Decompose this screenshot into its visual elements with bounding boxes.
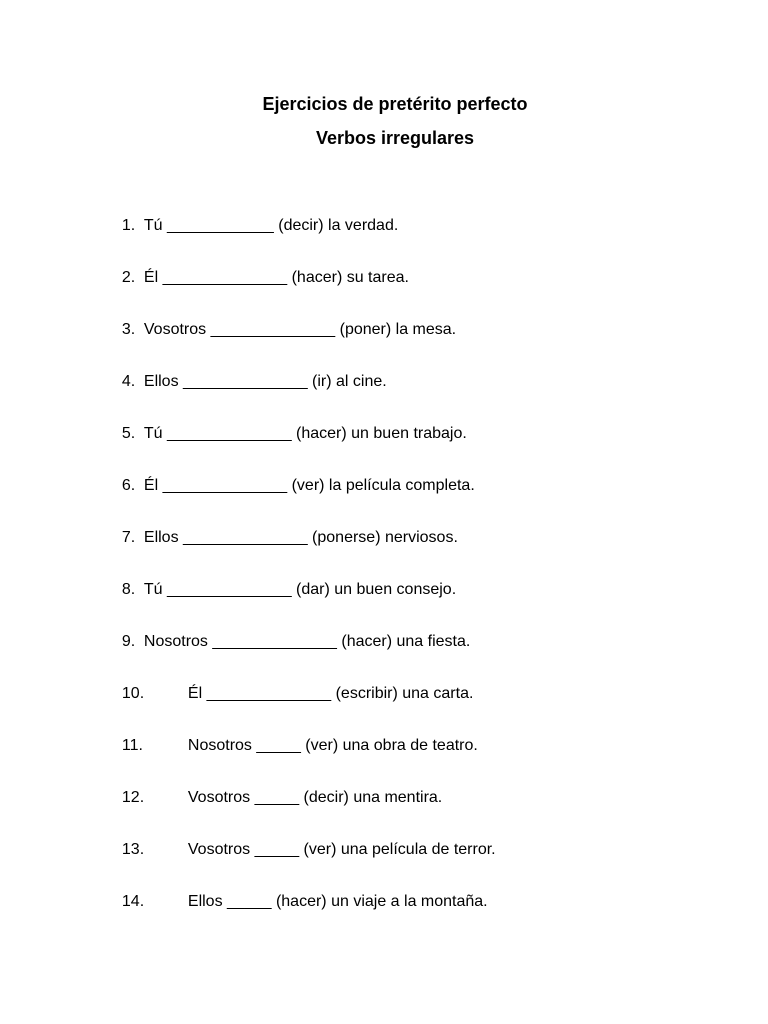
exercise-number: 6. (121, 477, 136, 494)
exercise-item (113, 456, 475, 496)
exercise-item (113, 872, 488, 912)
exercise-text: Ellos _____ (hacer) un viaje a la montaña. (187, 893, 488, 910)
exercise-text: Tú ______________ (hacer) un buen trabajo. (143, 425, 467, 442)
exercise-number: 4. (121, 373, 136, 390)
exercise-number: 1. (121, 217, 136, 234)
exercise-number: 5. (121, 425, 136, 442)
exercise-text: Vosotros _____ (ver) una película de terror. (187, 841, 496, 858)
exercise-number: 8. (121, 581, 136, 598)
exercise-item (113, 352, 387, 392)
exercise-item (113, 820, 496, 860)
exercise-text: Vosotros _____ (decir) una mentira. (187, 789, 443, 806)
exercise-number: 12. (121, 789, 145, 806)
page-title: Ejercicios de pretérito perfecto (262, 94, 528, 114)
exercise-item (113, 716, 478, 756)
exercise-number: 13. (121, 841, 145, 858)
exercise-number: 10. (121, 685, 145, 702)
page-subtitle: Verbos irregulares (315, 128, 475, 148)
exercise-item (113, 248, 409, 288)
exercise-number: 11. (121, 737, 143, 754)
exercise-item (113, 508, 458, 548)
exercise-text: Vosotros ______________ (poner) la mesa. (143, 321, 457, 338)
exercise-text: Él ______________ (hacer) su tarea. (143, 269, 409, 286)
exercise-item (113, 612, 470, 652)
exercise-number: 14. (121, 893, 145, 910)
exercise-item (113, 404, 467, 444)
exercise-text: Ellos ______________ (ir) al cine. (143, 373, 387, 390)
exercise-item (113, 560, 456, 600)
exercise-text: Él ______________ (ver) la película completa. (143, 477, 475, 494)
exercise-item (113, 300, 456, 340)
exercise-text: Nosotros ______________ (hacer) una fiesta. (143, 633, 471, 650)
exercise-text: Tú ____________ (decir) la verdad. (143, 217, 399, 234)
exercise-number: 9. (121, 633, 136, 650)
exercise-number: 7. (121, 529, 136, 546)
exercise-text: Ellos ______________ (ponerse) nerviosos. (143, 529, 458, 546)
exercise-text: Nosotros _____ (ver) una obra de teatro. (187, 737, 478, 754)
exercise-text: Él ______________ (escribir) una carta. (187, 685, 474, 702)
exercise-item (113, 768, 442, 808)
exercise-number: 3. (121, 321, 136, 338)
exercise-item (113, 196, 398, 236)
exercise-number: 2. (121, 269, 136, 286)
exercise-text: Tú ______________ (dar) un buen consejo. (143, 581, 457, 598)
exercise-item (113, 664, 473, 704)
